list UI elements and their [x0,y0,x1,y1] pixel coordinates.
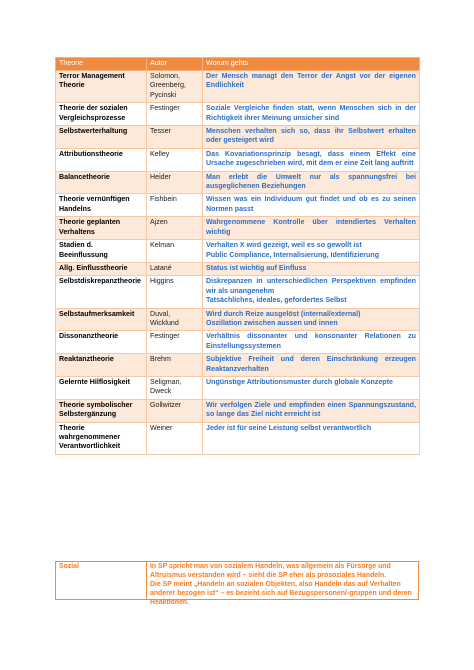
description-cell: Wahrgenommene Kontrolle über intendiertes Verhalten wichtig [203,217,420,240]
table-row [56,276,420,308]
author-cell: Gollwitzer [147,399,203,422]
author-cell: Kelman [147,240,203,263]
table-row [56,422,420,454]
description-cell: Subjektive Freiheit und deren Einschränkung erzeugen Reaktanzverhalten [203,354,420,377]
description-cell: Wissen was ein Individuum gut findet und ob es zu seinen Normen passt [203,194,420,217]
description-cell: Verhältnis dissonanter und konsonanter Relationen zu Einstellungssystemen [203,331,420,354]
theory-cell: Allg. Einflusstheorie [56,262,147,275]
author-cell: Solomon, Greenberg, Pycinski [147,71,203,103]
table-row [56,126,420,149]
theory-table [55,57,420,455]
description-cell: Verhalten X wird gezeigt, weil es so gewollt ist Public Compliance, Internalisierung, Identifizierung [203,240,420,263]
author-cell: Weiner [147,422,203,454]
theory-cell: Attributionstheorie [56,148,147,171]
author-cell: Higgins [147,276,203,308]
theory-cell: Selbstdiskrepanztheorie [56,276,147,308]
theory-cell: Stadien d. Beeinflussung [56,240,147,263]
table-row [56,376,420,399]
header-autor: Autor [147,58,203,71]
author-cell: Duval, Wicklund [147,308,203,331]
note-label: Sozial [56,562,147,599]
description-cell: Diskrepanzen in unterschiedlichen Perspektiven empfinden wir als unangenehm Tatsächliches, ideales, gefordertes Selbst [203,276,420,308]
description-cell: Ungünstige Attributionsmuster durch globale Konzepte [203,376,420,399]
table-row [56,171,420,194]
theory-cell: Terror Management Theorie [56,71,147,103]
theory-cell: Theorie wahrgenommener Verantwortlichkeit [56,422,147,454]
sozial-note-box [55,561,419,606]
table-row [56,331,420,354]
theory-cell: Theorie geplanten Verhaltens [56,217,147,240]
table-row [56,148,420,171]
description-cell: Jeder ist für seine Leistung selbst verantwortlich [203,422,420,454]
author-cell: Festinger [147,103,203,126]
table-row [56,217,420,240]
table-row [56,308,420,331]
theory-cell: Selbstaufmerksamkeit [56,308,147,331]
theory-cell: Dissonanztheorie [56,331,147,354]
table-row [56,354,420,377]
author-cell: Kelley [147,148,203,171]
author-cell: Festinger [147,331,203,354]
table-row [56,399,420,422]
description-cell: Wird durch Reize ausgelöst (internal/external) Oszillation zwischen aussen und innen [203,308,420,331]
table-row [56,262,420,275]
description-cell: Das Kovariationsprinzip besagt, dass einem Effekt eine Ursache zugeschrieben wird, mit dem er eine Zeit lang auftritt [203,148,420,171]
theory-cell: Selbstwerterhaltung [56,126,147,149]
table-row [56,240,420,263]
theory-cell: Reaktanztheorie [56,354,147,377]
description-cell: Der Mensch managt den Terror der Angst vor der eigenen Endlichkeit [203,71,420,103]
author-cell: Fishbein [147,194,203,217]
description-cell: Wir verfolgen Ziele und empfinden einen Spannungszustand, so lange das Ziel nicht erreicht ist [203,399,420,422]
author-cell: Tesser [147,126,203,149]
description-cell: Soziale Vergleiche finden statt, wenn Menschen sich in der Richtigkeit ihrer Meinung unsicher sind [203,103,420,126]
author-cell: Latané [147,262,203,275]
description-cell: Menschen verhalten sich so, dass ihr Selbstwert erhalten oder gesteigert wird [203,126,420,149]
description-cell: Man erlebt die Umwelt nur als spannungsfrei bei ausgeglichenen Beziehungen [203,171,420,194]
author-cell: Seligman, Dweck [147,376,203,399]
author-cell: Heider [147,171,203,194]
table-row [56,194,420,217]
description-cell: Status ist wichtig auf Einfluss [203,262,420,275]
table-row [56,103,420,126]
table-row [56,71,420,103]
theory-cell: Gelernte Hilflosigkeit [56,376,147,399]
author-cell: Ajzen [147,217,203,240]
header-theorie: Theorie [56,58,147,71]
author-cell: Brehm [147,354,203,377]
theory-cell: Theorie der sozialen Vergleichsprozesse [56,103,147,126]
table-header-row [56,58,420,71]
theory-cell: Theorie vernünftigen Handelns [56,194,147,217]
theory-cell: Theorie symbolischer Selbstergänzung [56,399,147,422]
header-worum-gehts: Worum gehts [203,58,420,71]
theory-cell: Balancetheorie [56,171,147,194]
note-text: In SP spricht man von sozialem Handeln, was allgemein als Fürsorge und Altruismus verstanden wird – sieht die SP eher als prosoziales Handeln. Die SP meint „Handeln an sozialen Objekten, also Handeln das auf Verhalten anderer bezogen ist“ – es bezieht sich auf Bezugspersonen/-gruppen und deren Reaktionen. [150,563,412,606]
